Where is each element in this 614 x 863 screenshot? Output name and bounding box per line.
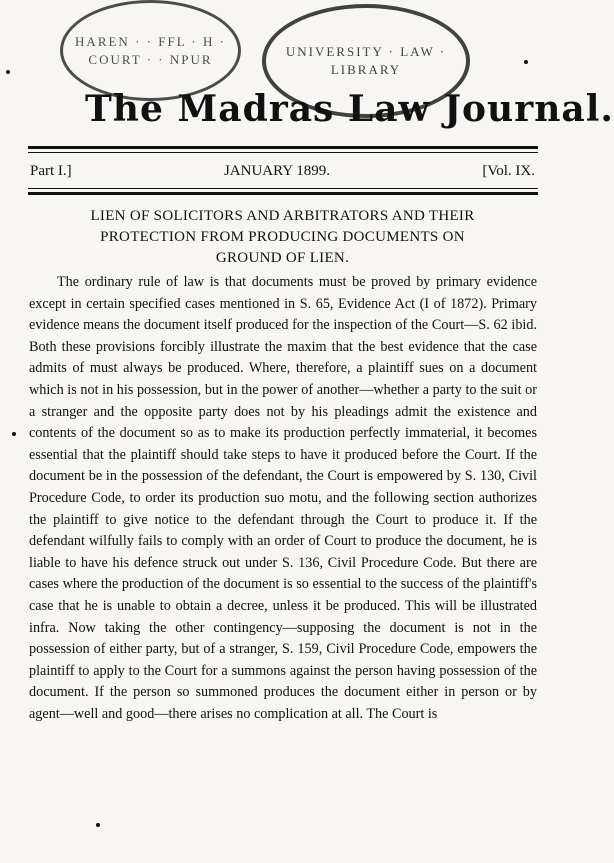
scan-speck [524, 60, 528, 64]
article-title-line1: LIEN OF SOLICITORS AND ARBITRATORS AND THEIR [90, 208, 475, 224]
journal-masthead: The Madras Law Journal. [85, 88, 614, 130]
article-title-line3: GROUND OF LIEN. [215, 250, 350, 266]
article-title [30, 206, 535, 269]
volume-number: [Vol. IX. [482, 163, 535, 179]
issue-rule-thick [28, 192, 538, 195]
article-body [29, 272, 537, 725]
scan-speck [12, 432, 16, 436]
top-rule-thin [28, 152, 538, 153]
top-rule-thick [28, 146, 538, 149]
stamp-left-text: HAREN · · FFL · H · COURT · · NPUR [75, 33, 226, 67]
library-stamp-left [60, 0, 241, 101]
issue-date: JANUARY 1899. [223, 163, 331, 179]
issue-line [30, 163, 535, 180]
issue-rule-thin [28, 188, 538, 189]
scan-speck [6, 70, 10, 74]
article-paragraph: The ordinary rule of law is that documents must be proved by primary evidence except in certain specified cases mentioned in S. 65, Evidence Act (I of 1872). Primary evidence means the document itself produced for the inspection of the Court—S. 62 ibid. Both these provisions forcibly illustrate the maxim that the best evidence that the case admits of must always be produced. Where, therefore, a plaintiff sues on a document which is not in his possession, but in the power of another—whether a party to the suit or a stranger and the opposite party does not by his pleadings admit the existence and contents of the document so as to make its production perfectly immaterial, it becomes essential that the plaintiff should take steps to have it produced before the Court. If the document be in the possession of the defendant, the Court is empowered by S. 130, Civil Procedure Code, to order its production suo motu, and the following section authorizes the plaintiff to give notice to the defendant through the Court to produce it. If the defendant wilfully fails to comply with an order of Court to produce the document, he is liable to have his defence struck out under S. 136, Civil Procedure Code. But there are cases where the production of the document is so essential to the success of the plaintiff's case that he is unable to obtain a decree, unless it be produced. This will be illustrated infra. Now taking the other contingency—supposing the document is not in the possession of either party, but of a stranger, S. 159, Civil Procedure Code, empowers the plaintiff to apply to the Court for a summons against the person having possession of the document. If the person so summoned produces the document either in person or by agent—well and good—there arises no complication at all. The Court is [29, 274, 537, 722]
article-title-line2: PROTECTION FROM PRODUCING DOCUMENTS ON [100, 229, 465, 245]
scan-speck [96, 823, 100, 827]
stamp-right-text: UNIVERSITY · LAW · LIBRARY [285, 44, 447, 77]
part-number: Part I.] [30, 163, 72, 179]
